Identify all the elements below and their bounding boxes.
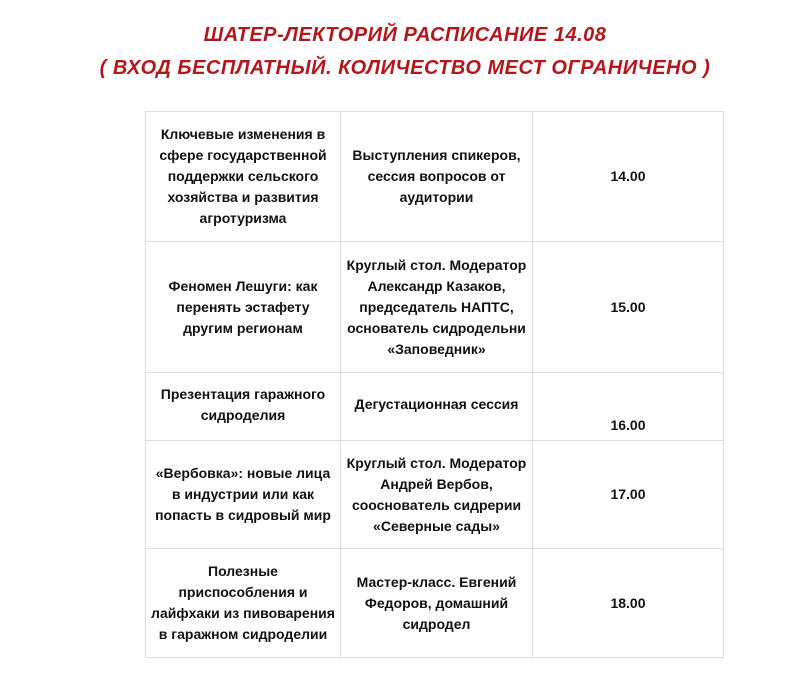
table-row — [146, 242, 724, 373]
session-topic: Феномен Лешуги: как перенять эстафету другим регионам — [146, 242, 341, 373]
session-format: Мастер-класс. Евгений Федоров, домашний сидродел — [341, 549, 533, 658]
session-time: 17.00 — [533, 441, 724, 549]
session-topic: Полезные приспособления и лайфхаки из пивоварения в гаражном сидроделии — [146, 549, 341, 658]
table-row — [146, 112, 724, 242]
session-topic: Презентация гаражного сидроделия — [146, 373, 341, 441]
session-time: 15.00 — [533, 242, 724, 373]
session-format: Круглый стол. Модератор Александр Казаков, председатель НАПТС, основатель сидродельни «Заповедник» — [341, 242, 533, 373]
table-row — [146, 549, 724, 658]
session-time: 18.00 — [533, 549, 724, 658]
session-topic: «Вербовка»: новые лица в индустрии или как попасть в сидровый мир — [146, 441, 341, 549]
session-format: Выступления спикеров, сессия вопросов от аудитории — [341, 112, 533, 242]
page-subtitle: ( ВХОД БЕСПЛАТНЫЙ. КОЛИЧЕСТВО МЕСТ ОГРАНИЧЕНО ) — [99, 57, 711, 79]
session-format: Дегустационная сессия — [341, 373, 533, 441]
session-time: 14.00 — [533, 112, 724, 242]
session-format: Круглый стол. Модератор Андрей Вербов, сооснователь сидрерии «Северные сады» — [341, 441, 533, 549]
session-topic: Ключевые изменения в сфере государственной поддержки сельского хозяйства и развития агротуризма — [146, 112, 341, 242]
table-row — [146, 441, 724, 549]
table-row — [146, 373, 724, 441]
page-title: ШАТЕР-ЛЕКТОРИЙ РАСПИСАНИЕ 14.08 — [203, 24, 607, 46]
schedule-table — [145, 111, 724, 658]
session-time: 16.00 — [533, 373, 724, 441]
